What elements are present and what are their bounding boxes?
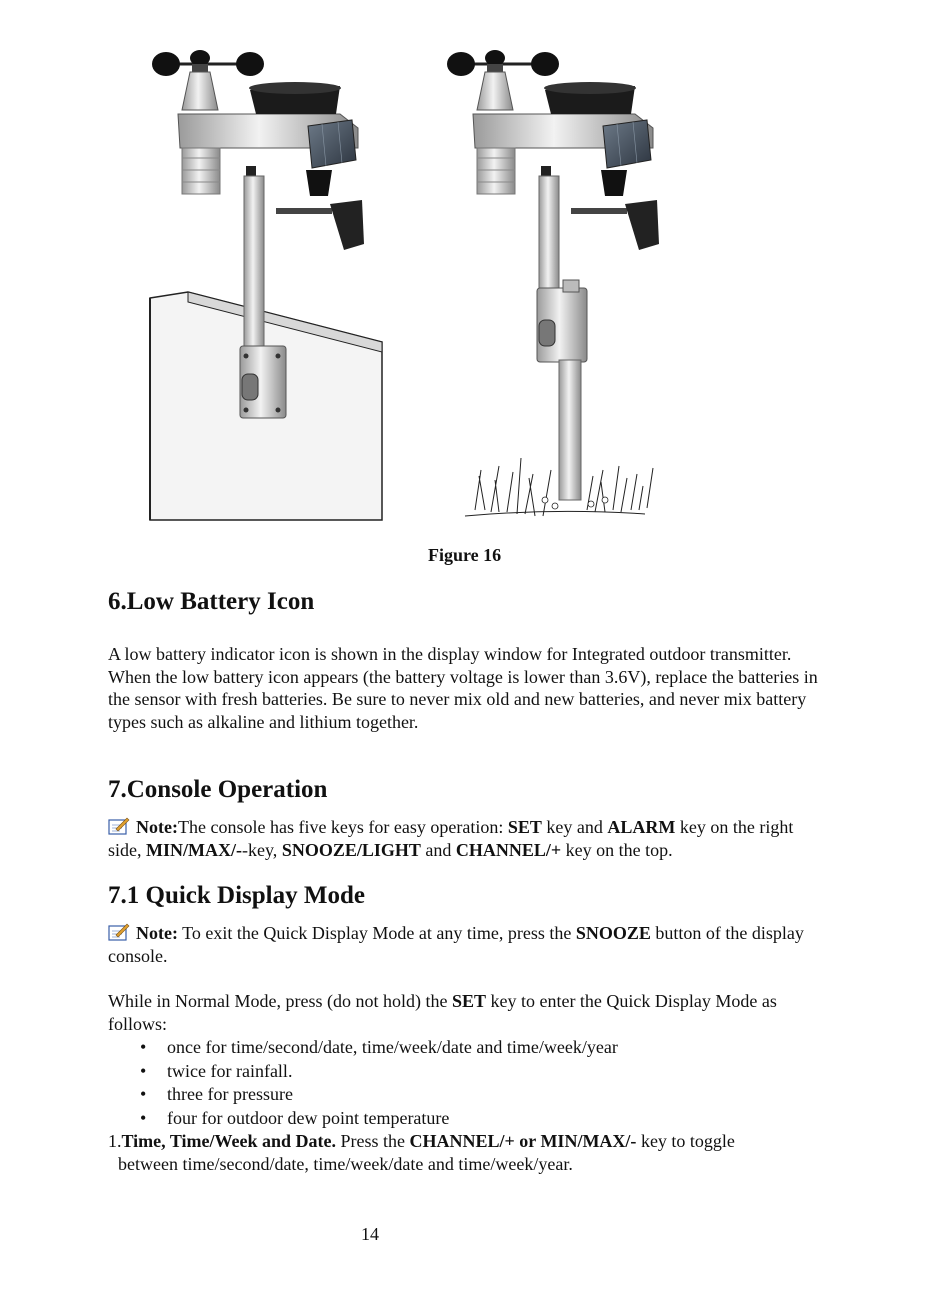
section-7-heading: 7.Console Operation bbox=[108, 776, 328, 803]
item-title: Time, Time/Week and Date. bbox=[121, 1131, 337, 1151]
note-pencil-icon bbox=[108, 817, 130, 835]
key-set: SET bbox=[451, 991, 486, 1011]
item-keys: CHANNEL/+ or MIN/MAX/- bbox=[409, 1131, 637, 1151]
item-text: Press the bbox=[336, 1131, 410, 1151]
note-text: key on the top. bbox=[561, 839, 673, 860]
note-text: and bbox=[420, 839, 456, 860]
section-7-1-heading: 7.1 Quick Display Mode bbox=[108, 882, 365, 909]
section-7-note bbox=[108, 816, 828, 861]
note-text: The console has five keys for easy operation: bbox=[177, 817, 508, 837]
left-station bbox=[150, 50, 382, 520]
note-text: key on the right side, bbox=[108, 817, 794, 860]
list-item: • twice for rainfall. bbox=[108, 1060, 618, 1084]
note-text: To exit the Quick Display Mode at any time, press the bbox=[177, 923, 576, 943]
intro-text: While in Normal Mode, press (do not hold) the bbox=[108, 991, 452, 1011]
numbered-item-1 bbox=[108, 1130, 848, 1176]
key-minmax: MIN/MAX/- bbox=[146, 839, 242, 860]
key-snooze: SNOOZE bbox=[575, 923, 651, 943]
section-7-1-note bbox=[108, 922, 828, 967]
list-item: • once for time/second/date, time/week/date and time/week/year bbox=[108, 1036, 618, 1060]
note-text: key and bbox=[541, 817, 608, 837]
quick-display-list bbox=[108, 1036, 618, 1130]
list-item: • three for pressure bbox=[108, 1083, 618, 1107]
key-channel: CHANNEL/+ bbox=[455, 839, 562, 860]
note-label: Note: bbox=[136, 817, 178, 837]
section-6-heading: 6.Low Battery Icon bbox=[108, 588, 315, 615]
note-label: Note: bbox=[136, 923, 178, 943]
key-alarm: ALARM bbox=[607, 817, 676, 837]
item-number: 1. bbox=[108, 1131, 122, 1151]
list-item: • four for outdoor dew point temperature bbox=[108, 1107, 618, 1131]
right-station bbox=[447, 50, 659, 516]
quick-display-intro bbox=[108, 990, 828, 1035]
note-text: button of the display console. bbox=[108, 923, 804, 966]
intro-text: key to enter the Quick Display Mode as follows: bbox=[108, 991, 777, 1034]
page-number: 14 bbox=[361, 1224, 379, 1244]
figure-caption: Figure 16 bbox=[428, 545, 502, 565]
note-pencil-icon bbox=[108, 923, 130, 941]
item-text: key to toggle bbox=[636, 1131, 735, 1151]
section-6-body: A low battery indicator icon is shown in the display window for Integrated outdoor transmitter. When the low battery icon appears (the battery voltage is lower than 3.6V), replace the batteries in the sensor with fresh batteries. Be sure to never mix old and new batteries, and never mix battery types such as alkaline and lithium together. bbox=[108, 644, 818, 732]
key-set: SET bbox=[507, 817, 542, 837]
key-snooze-light: SNOOZE/LIGHT bbox=[281, 839, 421, 860]
item-continuation: between time/second/date, time/week/date and time/week/year. bbox=[118, 1154, 573, 1174]
note-text: -key, bbox=[241, 839, 282, 860]
weather-station-drawings bbox=[100, 30, 720, 530]
figure-16-illustration bbox=[100, 30, 720, 530]
